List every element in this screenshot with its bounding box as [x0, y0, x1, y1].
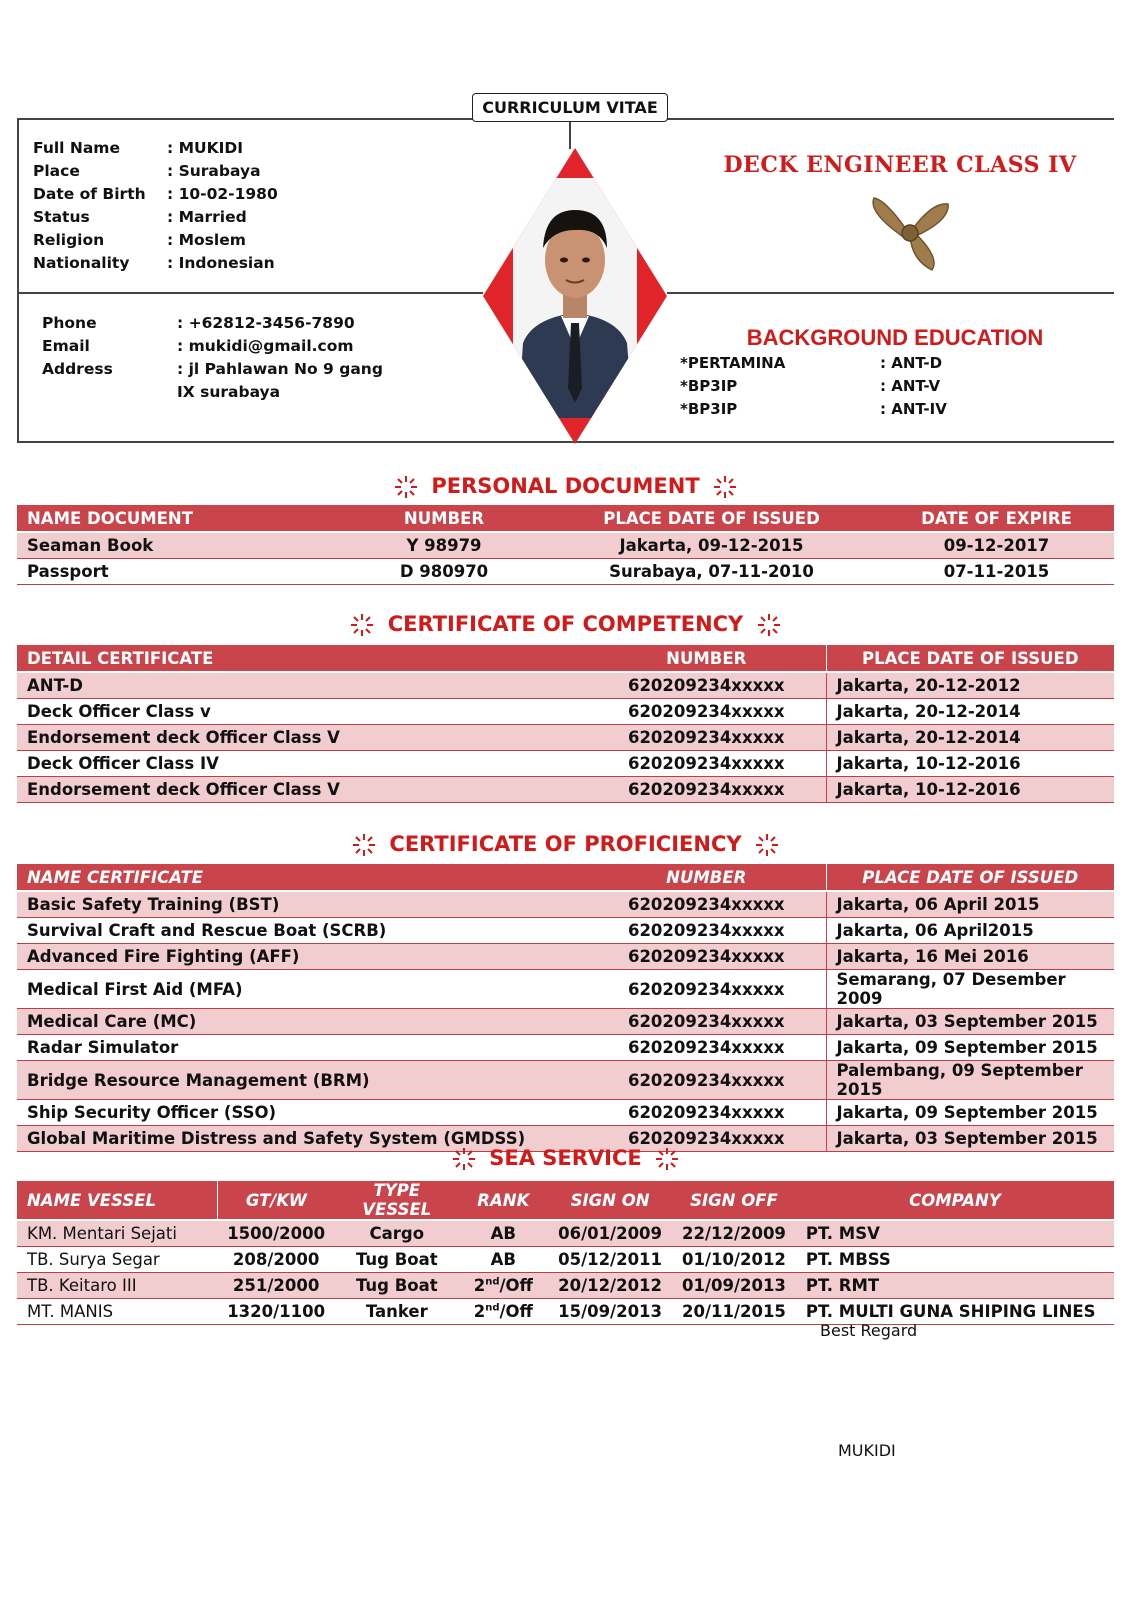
table-cell: 620209234xxxxx	[587, 918, 826, 944]
personal-document-table	[17, 505, 1114, 585]
column-header: NUMBER	[344, 505, 544, 532]
role-title: DECK ENGINEER CLASS IV	[723, 152, 1077, 178]
sign-off: 01/10/2012	[672, 1247, 796, 1273]
vessel-gt: 208/2000	[217, 1247, 335, 1273]
table-cell: 620209234xxxxx	[587, 751, 826, 777]
info-label: Nationality	[33, 254, 130, 272]
column-header: PLACE DATE OF ISSUED	[544, 505, 879, 532]
table-cell: Jakarta, 10-12-2016	[826, 777, 1114, 803]
table-cell: 620209234xxxxx	[587, 970, 826, 1009]
table-row	[17, 1100, 1114, 1126]
table-cell: 620209234xxxxx	[587, 1009, 826, 1035]
table-cell: Jakarta, 09 September 2015	[826, 1035, 1114, 1061]
table-cell: Bridge Resource Management (BRM)	[17, 1061, 587, 1100]
section-title-competency	[0, 612, 1131, 637]
table-cell: Medical First Aid (MFA)	[17, 970, 587, 1009]
vessel-type: Cargo	[335, 1220, 459, 1247]
contact-value: : mukidi@gmail.com	[177, 337, 354, 355]
table-cell: ANT-D	[17, 672, 587, 699]
rank-text: 2	[473, 1276, 486, 1295]
vessel-gt: 1320/1100	[217, 1299, 335, 1325]
education-institution: *BP3IP	[680, 377, 738, 395]
propeller-icon	[866, 190, 956, 272]
education-row	[680, 375, 947, 398]
column-header: SIGN ON	[548, 1181, 672, 1220]
table-cell: Ship Security Officer (SSO)	[17, 1100, 587, 1126]
table-row	[17, 1009, 1114, 1035]
table-header-row	[17, 864, 1114, 891]
rank-superscript: nd	[485, 1276, 500, 1288]
vessel-gt: 251/2000	[217, 1273, 335, 1299]
contact-label: Address	[42, 360, 113, 378]
vessel-rank	[459, 1220, 549, 1247]
table-cell: Medical Care (MC)	[17, 1009, 587, 1035]
table-cell: 07-11-2015	[879, 559, 1114, 585]
table-row	[17, 777, 1114, 803]
education-list	[680, 352, 947, 421]
table-cell: Passport	[17, 559, 344, 585]
sparkle-icon	[757, 613, 781, 637]
table-cell: Global Maritime Distress and Safety System (GMDSS)	[17, 1126, 587, 1152]
vessel-type: Tug Boat	[335, 1247, 459, 1273]
table-cell: Palembang, 09 September 2015	[826, 1061, 1114, 1100]
contact-value: : +62812-3456-7890	[177, 314, 355, 332]
table-row	[17, 725, 1114, 751]
table-cell: 620209234xxxxx	[587, 944, 826, 970]
vessel-name: MT. MANIS	[17, 1299, 217, 1325]
rank-text: 2	[473, 1302, 486, 1321]
info-label: Religion	[33, 231, 105, 249]
column-header: NAME DOCUMENT	[17, 505, 344, 532]
middle-left-rule	[17, 292, 483, 294]
info-value: : Married	[167, 208, 247, 226]
table-cell: 620209234xxxxx	[587, 1035, 826, 1061]
sign-off: 22/12/2009	[672, 1220, 796, 1247]
table-row	[17, 1220, 1114, 1247]
table-cell: Endorsement deck Officer Class V	[17, 725, 587, 751]
vessel-type: Tug Boat	[335, 1273, 459, 1299]
table-cell: Basic Safety Training (BST)	[17, 891, 587, 918]
table-row	[17, 944, 1114, 970]
column-header: RANK	[459, 1181, 549, 1220]
education-row	[680, 398, 947, 421]
table-row	[17, 751, 1114, 777]
sea-service-table	[17, 1181, 1114, 1325]
table-row	[17, 532, 1114, 559]
table-row	[17, 1061, 1114, 1100]
table-cell: 620209234xxxxx	[587, 1061, 826, 1100]
rank-text: AB	[490, 1250, 517, 1269]
vessel-type: Tanker	[335, 1299, 459, 1325]
table-cell: Jakarta, 09-12-2015	[544, 532, 879, 559]
sign-on: 20/12/2012	[548, 1273, 672, 1299]
info-row-dob	[33, 183, 278, 206]
column-header: NAME VESSEL	[17, 1181, 217, 1220]
sparkle-icon	[713, 475, 737, 499]
table-row	[17, 918, 1114, 944]
middle-right-rule	[667, 292, 1114, 294]
rank-suffix: /Off	[499, 1302, 533, 1321]
info-row-religion	[33, 229, 278, 252]
contact-value: : jl Pahlawan No 9 gang IX surabaya	[177, 360, 383, 401]
table-cell: Jakarta, 20-12-2014	[826, 699, 1114, 725]
info-value: : Indonesian	[167, 254, 275, 272]
table-cell: 620209234xxxxx	[587, 1126, 826, 1152]
left-border	[17, 118, 19, 443]
column-header: PLACE DATE OF ISSUED	[826, 864, 1114, 891]
sign-off: 01/09/2013	[672, 1273, 796, 1299]
sign-on: 05/12/2011	[548, 1247, 672, 1273]
column-header: GT/KW	[217, 1181, 335, 1220]
sparkle-icon	[655, 1147, 679, 1171]
info-label: Date of Birth	[33, 185, 146, 203]
info-row-full-name	[33, 137, 278, 160]
table-cell: 620209234xxxxx	[587, 672, 826, 699]
table-cell: Jakarta, 16 Mei 2016	[826, 944, 1114, 970]
competency-table	[17, 645, 1114, 803]
education-level: : ANT-IV	[880, 400, 947, 418]
table-row	[17, 1247, 1114, 1273]
section-title-text: SEA SERVICE	[489, 1146, 642, 1170]
table-cell: Semarang, 07 Desember 2009	[826, 970, 1114, 1009]
section-title-sea-service	[0, 1146, 1131, 1171]
table-cell: 620209234xxxxx	[587, 699, 826, 725]
table-cell: Deck Officer Class v	[17, 699, 587, 725]
table-cell: Jakarta, 03 September 2015	[826, 1126, 1114, 1152]
section-title-text: CERTIFICATE OF COMPETENCY	[387, 612, 744, 636]
table-row	[17, 1299, 1114, 1325]
column-header: COMPANY	[796, 1181, 1114, 1220]
education-level: : ANT-D	[880, 354, 943, 372]
company: PT. MULTI GUNA SHIPING LINES	[796, 1299, 1114, 1325]
education-level: : ANT-V	[880, 377, 941, 395]
vessel-rank	[459, 1247, 549, 1273]
education-institution: *BP3IP	[680, 400, 738, 418]
column-header: PLACE DATE OF ISSUED	[826, 645, 1114, 672]
contact-row-email	[42, 335, 387, 358]
title-connector	[569, 119, 571, 149]
table-row	[17, 970, 1114, 1009]
profile-photo	[483, 148, 667, 444]
table-cell: Jakarta, 20-12-2014	[826, 725, 1114, 751]
vessel-name: KM. Mentari Sejati	[17, 1220, 217, 1247]
table-cell: Surabaya, 07-11-2010	[544, 559, 879, 585]
info-value: : MUKIDI	[167, 139, 244, 157]
section-title-text: CERTIFICATE OF PROFICIENCY	[389, 832, 742, 856]
table-cell: Jakarta, 06 April 2015	[826, 891, 1114, 918]
column-header: NAME CERTIFICATE	[17, 864, 587, 891]
info-value: : Surabaya	[167, 162, 261, 180]
vessel-name: TB. Keitaro III	[17, 1273, 217, 1299]
company: PT. MBSS	[796, 1247, 1114, 1273]
sign-on: 06/01/2009	[548, 1220, 672, 1247]
column-header: DATE OF EXPIRE	[879, 505, 1114, 532]
table-cell: Deck Officer Class IV	[17, 751, 587, 777]
column-header: DETAIL CERTIFICATE	[17, 645, 587, 672]
info-row-place	[33, 160, 278, 183]
vessel-name: TB. Surya Segar	[17, 1247, 217, 1273]
info-value: : 10-02-1980	[167, 185, 278, 203]
sparkle-icon	[755, 833, 779, 857]
table-row	[17, 699, 1114, 725]
info-label: Place	[33, 162, 80, 180]
contact-row-address	[42, 358, 387, 404]
info-label: Full Name	[33, 139, 120, 157]
company: PT. RMT	[796, 1273, 1114, 1299]
vessel-gt: 1500/2000	[217, 1220, 335, 1247]
table-header-row	[17, 505, 1114, 532]
table-cell: Radar Simulator	[17, 1035, 587, 1061]
section-title-personal-document	[0, 474, 1131, 499]
section-title-proficiency	[0, 832, 1131, 857]
table-cell: Advanced Fire Fighting (AFF)	[17, 944, 587, 970]
sign-on: 15/09/2013	[548, 1299, 672, 1325]
document-title: CURRICULUM VITAE	[472, 93, 668, 122]
table-cell: 620209234xxxxx	[587, 725, 826, 751]
column-header: NUMBER	[587, 864, 826, 891]
table-cell: Jakarta, 20-12-2012	[826, 672, 1114, 699]
table-cell: Seaman Book	[17, 532, 344, 559]
table-cell: Jakarta, 03 September 2015	[826, 1009, 1114, 1035]
sparkle-icon	[352, 833, 376, 857]
table-cell: Jakarta, 10-12-2016	[826, 751, 1114, 777]
vessel-rank	[459, 1299, 549, 1325]
closing-regard: Best Regard	[820, 1321, 918, 1340]
info-label: Status	[33, 208, 90, 226]
column-header: SIGN OFF	[672, 1181, 796, 1220]
signature-name: MUKIDI	[838, 1441, 896, 1460]
contact-label: Email	[42, 337, 90, 355]
sparkle-icon	[452, 1147, 476, 1171]
column-header: TYPE VESSEL	[335, 1181, 459, 1220]
proficiency-table	[17, 864, 1114, 1152]
table-row	[17, 559, 1114, 585]
section-title-text: PERSONAL DOCUMENT	[431, 474, 700, 498]
rank-superscript: nd	[485, 1302, 500, 1314]
table-header-row	[17, 1181, 1114, 1220]
education-title: BACKGROUND EDUCATION	[746, 325, 1044, 350]
table-row	[17, 1035, 1114, 1061]
rank-suffix: /Off	[499, 1276, 533, 1295]
table-cell: Endorsement deck Officer Class V	[17, 777, 587, 803]
table-cell: Survival Craft and Rescue Boat (SCRB)	[17, 918, 587, 944]
table-cell: Jakarta, 09 September 2015	[826, 1100, 1114, 1126]
table-cell: Y 98979	[344, 532, 544, 559]
column-header: NUMBER	[587, 645, 826, 672]
contact-info	[42, 312, 387, 404]
table-cell: D 980970	[344, 559, 544, 585]
sparkle-icon	[394, 475, 418, 499]
table-cell: 620209234xxxxx	[587, 1100, 826, 1126]
sign-off: 20/11/2015	[672, 1299, 796, 1325]
info-row-status	[33, 206, 278, 229]
education-institution: *PERTAMINA	[680, 354, 786, 372]
table-row	[17, 891, 1114, 918]
info-value: : Moslem	[167, 231, 246, 249]
table-cell: Jakarta, 06 April2015	[826, 918, 1114, 944]
table-row	[17, 1273, 1114, 1299]
table-cell: 620209234xxxxx	[587, 777, 826, 803]
table-cell: 09-12-2017	[879, 532, 1114, 559]
company: PT. MSV	[796, 1220, 1114, 1247]
info-row-nationality	[33, 252, 278, 275]
contact-label: Phone	[42, 314, 97, 332]
education-row	[680, 352, 947, 375]
rank-text: AB	[490, 1224, 517, 1243]
personal-info	[33, 137, 278, 275]
table-row	[17, 672, 1114, 699]
vessel-rank	[459, 1273, 549, 1299]
table-header-row	[17, 645, 1114, 672]
table-cell: 620209234xxxxx	[587, 891, 826, 918]
contact-row-phone	[42, 312, 387, 335]
sparkle-icon	[350, 613, 374, 637]
